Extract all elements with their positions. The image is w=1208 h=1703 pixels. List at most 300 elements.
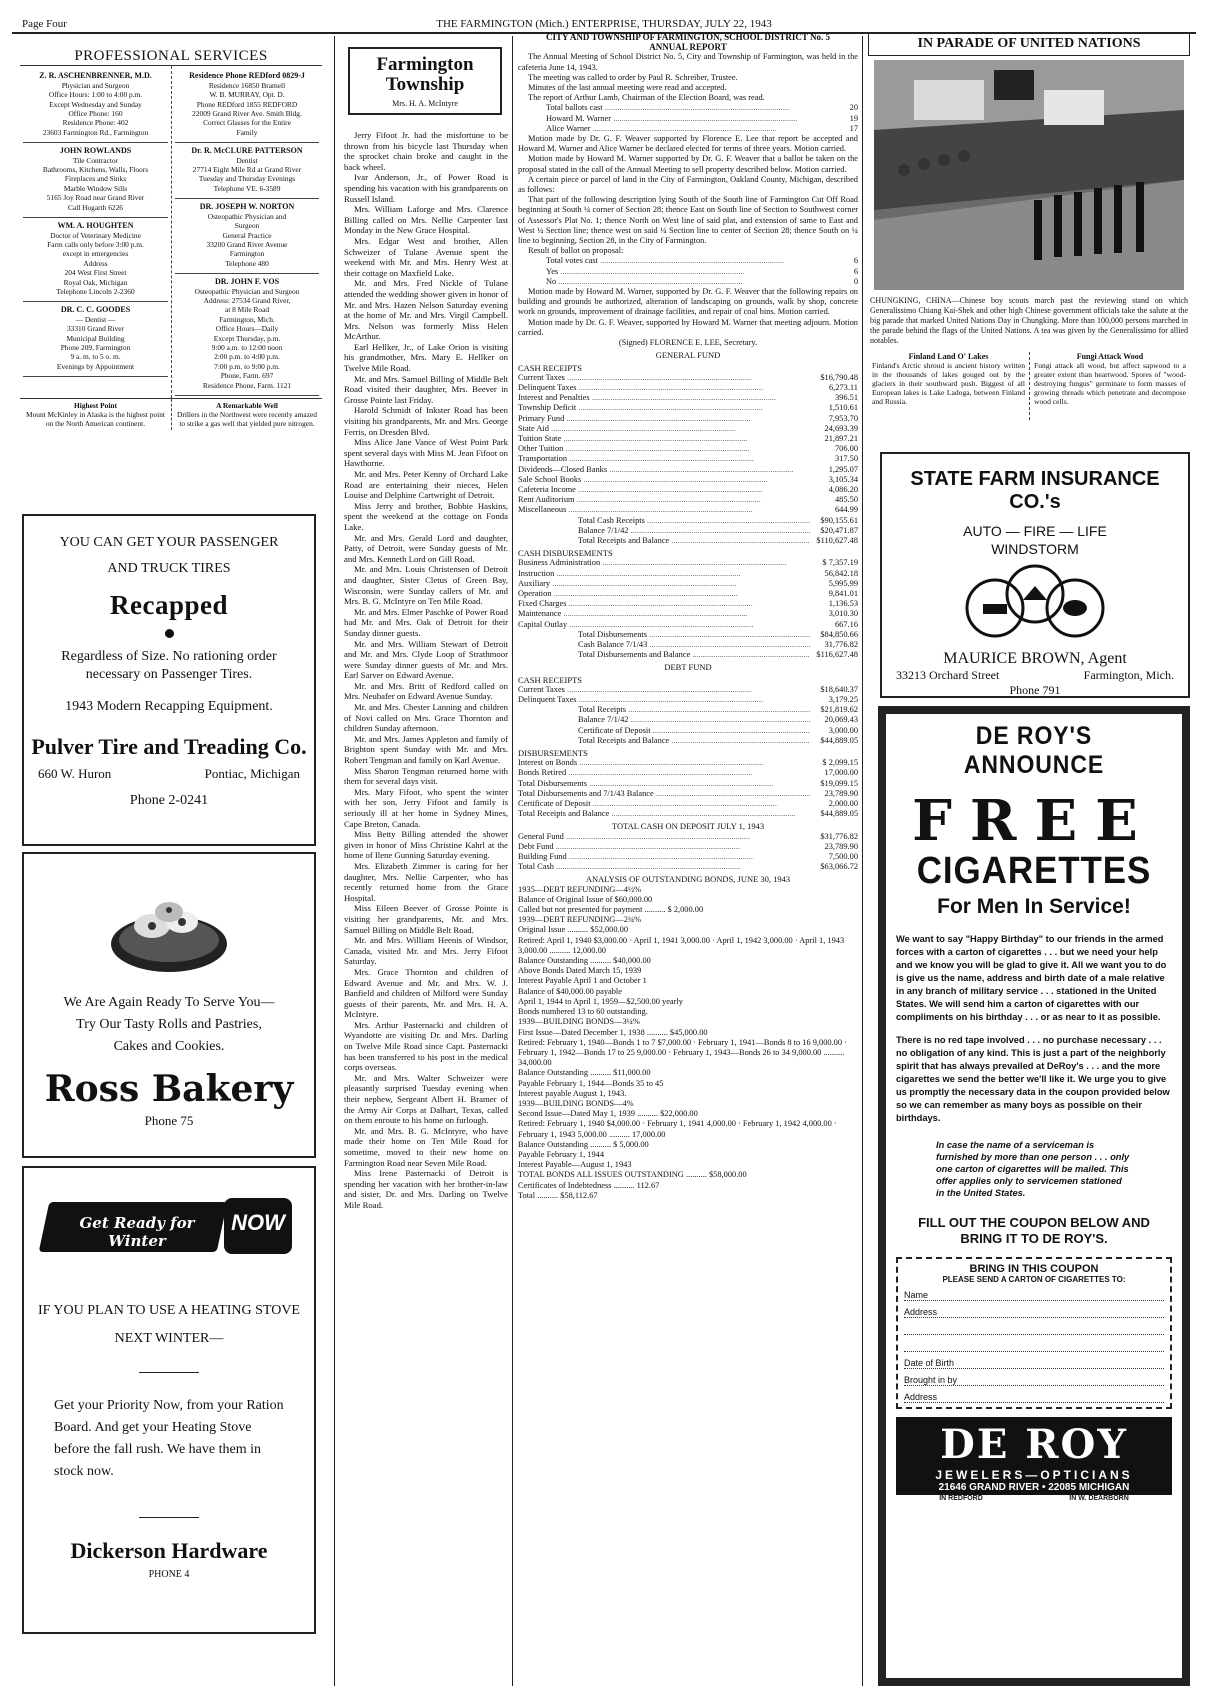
ledger-label: Rent Auditorium ..... [518, 495, 810, 505]
ledger-label: Maintenance ..... [518, 609, 810, 619]
card-line: 23603 Farmington Rd., Farmington [42, 127, 149, 137]
card-line: 9:00 a.m. to 12:00 noon [211, 342, 283, 352]
news-item: Mr. and Mrs. Britt of Redford called on Mrs. Neubafer on Edward Avenue Sunday. [344, 680, 508, 702]
news-item: Mrs. Arthur Pasternacki and children of Wyandotte are visiting Dr. and Mrs. Darling on Twelve Mile Road since Capt. Pasternacki has been transferred to his post in the medical corps overseas. [344, 1019, 508, 1073]
ledger-row [518, 832, 858, 842]
ledger-row [518, 640, 858, 650]
bond-line: April 1, 1944 to April 1, 1959—$2,500.00 yearly [518, 996, 683, 1006]
ledger-value: 20,069.43 [824, 715, 858, 725]
bonds-heading: ANALYSIS OF OUTSTANDING BONDS, JUNE 30, 1943 [585, 874, 791, 885]
bond-line: Interest payable August 1, 1943. [518, 1088, 627, 1098]
news-item: Mrs. Grace Thornton and children of Edward Avenue and Mr. and Mrs. W. J. Banfield and children of Milford were Sunday guests of their parents, Mr. and Mrs. H. A. McIntyre. [344, 966, 508, 1020]
ballot-results [518, 103, 858, 134]
professional-services [20, 48, 322, 492]
ledger-value: $20,471.87 [820, 525, 858, 535]
free-headline: FREE [912, 788, 1156, 854]
card-line: Residence 16850 Bramell [208, 80, 286, 90]
general-fund-heading: GENERAL FUND [655, 350, 721, 361]
ledger-value: $21,819.62 [820, 705, 858, 715]
bond-line: Retired: February 1, 1940 $4,000.00 · February 1, 1941 4,000.00 · February 1, 1942 4,000.00 · February 1, 1943 5,000.00 .......... 17,000.00 [518, 1119, 837, 1139]
coupon-field[interactable]: Date of Birth [904, 1352, 1164, 1369]
ledger-label: Transportation ..... [518, 454, 810, 464]
news-item: Mr. and Mrs. B. G. McIntyre, who have made their home on Ten Mile Road for sometime, moved to their new home on Farmington Road near Seven Mile Road. [344, 1125, 508, 1168]
bond-line: 1939—BUILDING BONDS—3¼% [518, 1017, 640, 1027]
coupon-field[interactable]: Address [904, 1386, 1164, 1403]
column-rule-2 [512, 36, 513, 1686]
professional-left-column [20, 66, 171, 398]
ledger-value: $63,066.72 [820, 862, 858, 872]
township-title: Farmington Township [376, 54, 474, 95]
cash-deposit-heading: TOTAL CASH ON DEPOSIT JULY 1, 1943 [611, 821, 765, 832]
ledger-value: 9,841.01 [828, 588, 858, 598]
ledger-value: 644.99 [834, 505, 858, 515]
ledger-row [518, 465, 858, 475]
card-line: at 8 Mile Road [224, 305, 270, 315]
ledger-row [518, 695, 858, 705]
bullet-icon [165, 629, 174, 638]
ledger-label: Current Taxes ..... [518, 373, 810, 383]
ledger-value: $ 7,357.19 [822, 558, 858, 568]
professional-card [23, 68, 168, 143]
men-in-service: For Men In Service! [937, 895, 1131, 918]
ledger-row [518, 256, 858, 266]
ledger-row [518, 434, 858, 444]
ledger-row [518, 414, 858, 424]
ledger-label: Total Disbursements ..... [518, 630, 810, 640]
ledger-label: Interest and Penalties ..... [518, 393, 810, 403]
ledger-row [518, 277, 858, 287]
ledger-row [518, 715, 858, 725]
disbursements-table [518, 558, 858, 629]
card-line: Telephone Lincoln 2-2360 [56, 286, 135, 296]
card-line: Office Phone: 160 [68, 109, 123, 119]
ledger-label: Delinquent Taxes ..... [518, 695, 810, 705]
ledger-value: $110,627.48 [816, 535, 858, 545]
state-farm-title: STATE FARM INSURANCE CO.'s [910, 468, 1160, 513]
bond-line: 1939—BUILDING BONDS—4% [518, 1098, 634, 1108]
ledger-label: Bonds Retired ..... [518, 768, 810, 778]
ledger-label: Total Disbursements ..... [518, 779, 810, 789]
card-line: Family [236, 127, 258, 137]
ledger-row [518, 862, 858, 872]
ledger-row [518, 768, 858, 778]
bond-line: Second Issue—Dated May 1, 1939 .......... $22,000.00 [518, 1109, 698, 1119]
ledger-value: 396.51 [834, 393, 858, 403]
card-line: 9 a. m. to 5 o. m. [70, 352, 121, 362]
card-line: Surgeon [234, 221, 260, 231]
bond-line: Balance of Original Issue of $60,000.00 [518, 894, 653, 904]
ledger-value: 20 [849, 103, 858, 113]
ledger-value: 23,789.90 [824, 788, 858, 798]
agent-name: MAURICE BROWN, Agent [943, 650, 1127, 667]
cash-deposit-table [518, 832, 858, 873]
news-item: Miss Jerry and brother, Bobbie Haskins, spent the weekend at the cottage on Fonda Lake. [344, 500, 508, 532]
ledger-label: Fixed Charges ..... [518, 599, 810, 609]
ledger-label: Total Cash Receipts ..... [518, 516, 810, 526]
professional-card [23, 302, 168, 377]
ledger-row [518, 609, 858, 619]
ledger-row [518, 475, 858, 485]
card-line: Office Hours: 1:00 to 4:00 p.m. [48, 90, 143, 100]
ledger-label: Current Taxes ..... [518, 685, 810, 695]
ledger-label: Dividends—Closed Banks ..... [518, 465, 810, 475]
ledger-row [518, 789, 858, 799]
ledger-value: $18,640.37 [820, 684, 858, 694]
receipts-table [518, 373, 858, 516]
card-line: W. B. MURRAY, Opt. D. [209, 90, 285, 100]
card-line: 33200 Grand River Avenue [206, 239, 288, 249]
ross-business-name: Ross Bakery [44, 1068, 294, 1110]
ledger-label: Cafeteria Income ..... [518, 485, 810, 495]
bond-line: Above Bonds Dated March 15, 1939 [518, 966, 642, 976]
card-line: Correct Glasses for the Entire [203, 118, 291, 128]
ledger-value: 0 [853, 276, 858, 286]
get-ready-banner: Get Ready for Winter NOW [44, 1198, 294, 1260]
ledger-row [518, 516, 858, 526]
bond-line: Bonds numbered 13 to 60 outstanding. [518, 1007, 648, 1017]
bond-line: Retired: April 1, 1940 $3,000.00 · April 1, 1941 3,000.00 · April 1, 1942 3,000.00 · April 1, 1943 3,000.00 .......... 12,000.00 [518, 935, 845, 955]
bond-line: First Issue—Dated December 1, 1938 .......... $45,000.00 [518, 1027, 708, 1037]
card-name: JOHN ROWLANDS [59, 146, 132, 156]
pulver-tire-ad: YOU CAN GET YOUR PASSENGER AND TRUCK TIRES Recapped Regardless of Size. No rationing order necessary on Passenger Tires. 1943 Modern Recapping Equipment. Pulver Tire and Treading Co. 660 W. Huron Pontiac, Michigan Phone 2-0241 [22, 514, 316, 846]
report-paragraph: The Annual Meeting of School District No. 5, City and Township of Farmington, was held in the cafeteria June 14, 1943. [518, 52, 858, 72]
report-paragraph: The meeting was called to order by Paul R. Schreiber, Trustee. [528, 72, 738, 82]
report-paragraph: Motion made by Howard M. Warner, supported by Dr. G. F. Weaver that the following repairs on building and grounds be authorized, alteration of landscaping on grounds, walk by shop, concrete work on grounds, improvement of drainage facilities, and repair of coal bins. Motion carried. [518, 287, 858, 317]
card-name: Dr. R. McCLURE PATTERSON [191, 146, 303, 156]
ledger-row [518, 124, 858, 134]
card-name: Z. R. ASCHENBRENNER, M.D. [39, 71, 152, 81]
ledger-label: Tuition State ..... [518, 434, 810, 444]
card-line: Osteopathic Physician and [207, 211, 287, 221]
news-item: Miss Eileen Beever of Grosse Pointe is visiting her grandparents, Mr. and Mrs. Samuel Billing on Middle Belt Road. [344, 903, 508, 935]
report-subtitle: ANNUAL REPORT [649, 42, 727, 53]
deroy-logo: DE ROY JEWELERS—OPTICIANS 21646 GRAND RIVER • 22085 MICHIGAN [896, 1417, 1172, 1495]
ledger-label: Total Receipts and Balance ..... [518, 736, 810, 746]
news-item: Miss Betty Billing attended the shower given in honor of Miss Christine Kahrl at the home of Ilene Gunning Saturday evening. [344, 829, 508, 861]
report-paragraph: Motion made by Dr. G. F. Weaver supported by Florence E. Lee that report be accepted and Howard M. Warner and Alice Warner be declared elected for terms of three years. Motion carried. [518, 134, 858, 154]
news-item: Mrs. Elizabeth Zimmer is caring for her daughter, Mrs. Nellie Carpenter, who has recently returned home from the Grace Hospital. [344, 860, 508, 903]
ledger-row [518, 114, 858, 124]
news-item: Ivar Anderson, Jr., of Power Road is spending his vacation with his grandparents on Russell Island. [344, 172, 508, 204]
news-item: Mr. and Mrs. Peter Kenny of Orchard Lake Road are entertaining their nieces, Helen Louise and Delphine Cartwright of Detroit. [344, 469, 508, 501]
newspaper-title: THE FARMINGTON (Mich.) ENTERPRISE, THURSDAY, JULY 22, 1943 [436, 18, 772, 30]
ledger-value: 3,105.34 [828, 474, 858, 484]
card-line: Phone 209, Farmington [60, 342, 131, 352]
debt-totals [518, 705, 858, 746]
ledger-row [518, 799, 858, 809]
card-line: 5165 Joy Road near Grand River [46, 193, 145, 203]
card-line: except in emergencies [62, 249, 129, 259]
ledger-row [518, 736, 858, 746]
state-farm-ad: STATE FARM INSURANCE CO.'s AUTO — FIRE — LIFE WINDSTORM MAURICE BROWN, Agent 33213 Orchard Street Farmington, Mich. Phone 791 [880, 452, 1190, 698]
ledger-value: 706.00 [834, 444, 858, 454]
coupon-field[interactable]: Name [904, 1284, 1164, 1301]
school-annual-report: CITY AND TOWNSHIP OF FARMINGTON, SCHOOL DISTRICT No. 5 ANNUAL REPORT The Annual Meeting of School District No. 5, City and Township of Farmington, was held in the cafeteria June 14, 1943. The meeting was called to order by Paul R. Schreiber, Trustee. Minutes of the last annual meeting were read and accepted. The report of Arthur Lamb, Chairman of the Election Board, was read. Total ballots cast ..... 20 Howard M. Warner ..... 19 Alice Warner ..... 17 Motion made by Dr. G. F. Weaver supported by Florence E. Lee that report be accepted and Howard M. Warner and Alice Warner be declared elected for terms of three years. Motion carried. Motion made by Howard M. Warner supported by Dr. G. F. Weaver that a ballot be taken on the proposal stated in the call of the Annual Meeting to sell property described below. Motion carried. A certain piece or parcel of land in the City of Farmington, Oakland County, Michigan, described as follows: That part of the following description lying South of the South line of Farmington Cut Off Road beginning at South ¼ corner of Section 28; thence East on South line of Section to Southwest corner of Assessor's Plat No. 1; thence North on West line of said plat, and extension of same to East and West ¼ Section line; thence west on said ¼ Section line to center of Section 28; thence South on ¼ line to beginning, Section 28, in the City of Farmington. Result of ballot on proposal: Total votes cast ..... 6 Yes ..... 6 No ..... 0 Motion made by Howard M. Warner, supported by Dr. G. F. Weaver that the following repairs on building and grounds be authorized, alteration of landscaping on grounds, walk by shop, concrete work on grounds, improvement of drainage facilities, and repair of coal bins. Motion carried. Motion made by Dr. G. F. Weaver, supported by Howard M. Warner that meeting adjourn. Motion carried. (Signed) FLORENCE E. LEE, Secretary. GENERAL FUND CASH RECEIPTS Current Taxes ..... $16,790.48 Delinquent Taxes ..... 6,273.11 Interest and Penalties ..... 396.51 Township Deficit ..... 1,510.61 Primary Fund ..... 7,953.70 State Aid ..... 24,693.39 Tuition State ..... 21,897.21 Other Tuition ..... 706.00 Transportation ..... 317.50 Dividends—Closed Banks ..... 1,295.07 Sale School Books ..... 3,105.34 Cafeteria Income ..... 4,086.20 Rent Auditorium ..... 485.50 Miscellaneous ..... 644.99 Total Cash Receipts ..... $90,155.61 Balance 7/1/42 ..... $20,471.87 Total Receipts and Balance ..... $110,627.48 CASH DISBURSEMENTS Business Administration ..... $ 7,357.19 Instruction ..... 56,842.18 Auxiliary ..... 5,995.99 Operation ..... 9,841.01 Fixed Charges ..... 1,136.53 Maintenance ..... 3,010.30 Capital Outlay ..... 667.16 Total Disbursements ..... $84,850.66 Cash Balance 7/1/43 ..... 31,776.82 Total Disbursements and Balance ..... $116,627.48 DEBT FUND CASH RECEIPTS Current Taxes ..... $18,640.37 Delinquent Taxes ..... 3,179.25 Total Receipts ..... $21,819.62 Balance 7/1/42 ..... 20,069.43 Certificate of Deposit ..... 3,000.00 Total Receipts and Balance ..... $44,889.05 DISBURSEMENTS Interest on Bonds ..... $ 2,099.15 Bonds Retired ..... 17,000.00 Total Disbursements ..... $19,099.15 Total Disbursements and 7/1/43 Balance ..... 23,789.90 Certificate of Deposit ..... 2,000.00 Total Receipts and Balance ..... $44,889.05 TOTAL CASH ON DEPOSIT JULY 1, 1943 General Fund ..... $31,776.82 Debt Fund ..... 23,789.90 Building Fund ..... 7,500.00 Total Cash ..... $63,066.72 ANALYSIS OF OUTSTANDING BONDS, JUNE 30, 1943 1935—DEBT REFUNDING—4½% Balance of Original Issue of $60,000.00 Called but not presented for payment .......... $ 2,000.00 1939—DEBT REFUNDING—2¾% Original Issue .......... $52,000.00 Retired: April 1, 1940 $3,000.00 · April 1, 1941 3,000.00 · April 1, 1942 3,000.00 · April 1, 1943 3,000.00 .......... 12,000.00 Balance Outstanding .......... $40,000.00 Above Bonds Dated March 15, 1939 Interest Payable April 1 and October 1 Balance of $40,000.00 payable April 1, 1944 to April 1, 1959—$2,500.00 yearly Bonds numbered 13 to 60 outstanding. 1939—BUILDING BONDS—3¼% First Issue—Dated December 1, 1938 .......... $45,000.00 Retired: February 1, 1940—Bonds 1 to 7 $7,000.00 · February 1, 1941—Bonds 8 to 16 9,000.00 · February 1, 1942—Bonds 17 to 25 9,000.00 · February 1, 1943—Bonds 26 to 34 9,000.00 .......... 34,000.00 Balance Outstanding .......... $11,000.00 Payable February 1, 1944—Bonds 35 to 45 Interest payable August 1, 1943. 1939—BUILDING BONDS—4% Second Issue—Dated May 1, 1939 .......... $22,000.00 Retired: February 1, 1940 $4,000.00 · February 1, 1941 4,000.00 · February 1, 1942 4,000.00 · February 1, 1943 5,000.00 .......... 17,000.00 Balance Outstanding .......... $ 5,000.00 Payable February 1, 1944 Interest Payable—August 1, 1943 TOTAL BONDS ALL ISSUES OUTSTANDING .......... $58,000.00 Certificates of Indebtedness .......... 112.67 Total .......... $58,112.67 [518, 32, 858, 1682]
ledger-value: 17,000.00 [824, 768, 858, 778]
parade-caption: CHUNGKING, CHINA—Chinese boy scouts march past the reviewing stand on which Generalissimo Chiang Kai-Shek and other high Chinese government officials take the salute at the big parade that marked United Nations Day in Chungking. More than 100,000 persons marched in the parade behind the flags of the United Nations. A tea was given by the Generalissimo for allied notables. [870, 296, 1188, 345]
ross-bakery-ad: We Are Again Ready To Serve You— Try Our Tasty Rolls and Pastries, Cakes and Cookies. Ross Bakery Phone 75 [22, 852, 316, 1158]
ledger-row [518, 485, 858, 495]
report-paragraph: Motion made by Howard M. Warner supported by Dr. G. F. Weaver that a ballot be taken on the proposal stated in the call of the Annual Meeting to sell property described below. Motion carried. [518, 154, 858, 174]
card-name: DR. JOSEPH W. NORTON [199, 202, 295, 212]
bond-line: Certificates of Indebtedness .......... 112.67 [518, 1180, 660, 1190]
news-item: Mrs. Mary Fifoot, who spent the winter with her son, Jerry Fifoot and family is seriously ill at her home in Sydney Mines, Cape Breton, Canada. [344, 786, 508, 829]
news-item: Mr. and Mrs. William Stewart of Detroit and Mr. and Mrs. Clyde Loop of Strathmoor were Sunday dinner guests of Mr. and Mrs. Earl Sarver on Edward Avenue. [344, 638, 508, 681]
receipt-totals [518, 516, 858, 547]
card-line: 204 West First Street [64, 268, 127, 278]
ledger-value: 17 [849, 123, 858, 133]
ledger-label: Debt Fund ..... [518, 842, 810, 852]
page-number: Page Four [22, 18, 67, 30]
ledger-label: Other Tuition ..... [518, 444, 810, 454]
ledger-value: 3,010.30 [828, 609, 858, 619]
ledger-row [518, 809, 858, 819]
ledger-value: 1,510.61 [828, 403, 858, 413]
news-item: Miss Irene Pasternacki of Detroit is spending her vacation with her brother-in-law and sister, Dr. and Mrs. Darling on Twelve Mile Road. [344, 1168, 508, 1210]
bond-line: 1939—DEBT REFUNDING—2¾% [518, 915, 642, 925]
divider [139, 1517, 199, 1518]
ledger-label: Interest on Bonds ..... [518, 758, 810, 768]
ledger-label: Building Fund ..... [518, 852, 810, 862]
card-line: Marble Window Sills [63, 183, 128, 193]
deroy-announce: DE ROY'S ANNOUNCE [963, 722, 1105, 779]
card-name: Residence Phone REDford 0829-J [189, 71, 305, 81]
ledger-row [518, 424, 858, 434]
report-paragraph: Minutes of the last annual meeting were read and accepted. [528, 83, 727, 93]
cigarettes-headline: CIGARETTES [916, 850, 1152, 892]
professional-heading: PROFESSIONAL SERVICES [74, 48, 268, 64]
ledger-value: $31,776.82 [820, 831, 858, 841]
ledger-label: Balance 7/1/42 ..... [518, 526, 810, 536]
pastry-plate-icon [104, 874, 234, 984]
ledger-value: $19,099.15 [820, 778, 858, 788]
ledger-label: Total votes cast ..... [518, 256, 810, 266]
news-item: Mr. and Mrs. Gerald Lord and daughter, Patty, of Detroit, were Sunday guests of Mr. and Mrs. Kenneth Lord on Gill Road. [344, 532, 508, 564]
report-motions [518, 134, 858, 256]
ledger-row [518, 536, 858, 546]
ledger-row [518, 383, 858, 393]
news-item: Mr. and Mrs. Walter Schweizer were pleasantly surprised Tuesday evening when their nephew, Sergeant Albert H. Bramer of the Army Air Corps at Dalhart, Texas, called on them enroute to his home on furlough. [344, 1072, 508, 1126]
coupon-field[interactable]: Brought in by [904, 1369, 1164, 1386]
ledger-value: 3,179.25 [828, 695, 858, 704]
card-line: Evenings by Appointment [56, 361, 135, 371]
ledger-label: Alice Warner ..... [518, 124, 810, 134]
news-item: Mr. and Mrs. Chester Lanning and children of Novi called on Mrs. Grace Thornton and children Sunday afternoon. [344, 702, 508, 734]
ledger-value: 1,136.53 [828, 599, 858, 609]
ledger-label: Miscellaneous ..... [518, 505, 810, 515]
dickerson-business-name: Dickerson Hardware [70, 1538, 268, 1563]
ledger-row [518, 526, 858, 536]
card-name: DR. C. C. GOODES [60, 305, 131, 315]
ledger-row [518, 685, 858, 695]
ledger-value: 31,776.82 [824, 639, 858, 649]
coupon: BRING IN THIS COUPON PLEASE SEND A CARTON OF CIGARETTES TO: Name Address Date of Birth Brought in by Address [896, 1257, 1172, 1409]
ledger-label: Auxiliary ..... [518, 579, 810, 589]
township-header [348, 47, 502, 115]
ledger-label: Total Receipts and Balance ..... [518, 536, 810, 546]
bond-line: Balance of $40,000.00 payable [518, 986, 622, 996]
coupon-field[interactable] [904, 1318, 1164, 1335]
ledger-value: $90,155.61 [820, 515, 858, 525]
ledger-row [518, 393, 858, 403]
parade-photo [874, 60, 1184, 290]
news-item: Jerry Fifoot Jr. had the misfortune to be thrown from his bicycle last Thursday when the sprocket chain broke and caught in the back wheel. [344, 130, 508, 172]
ledger-row [518, 403, 858, 413]
card-line: Phone REDford 1855 REDFORD [196, 99, 298, 109]
bond-line: Original Issue .......... $52,000.00 [518, 925, 629, 935]
column-rule-3 [862, 36, 863, 1686]
ledger-row [518, 726, 858, 736]
report-paragraph: A certain piece or parcel of land in the City of Farmington, Oakland County, Michigan, described as follows: [518, 174, 858, 195]
ledger-label: Total Receipts and Balance ..... [518, 809, 810, 819]
bonds-analysis [518, 885, 858, 1201]
fillers [868, 352, 1190, 420]
professional-card [23, 218, 168, 302]
news-item: Mr. and Mrs. Samuel Billing of Middle Belt Road visited their daughter, Mrs. Beever in Grosse Pointe last Friday. [344, 373, 508, 405]
ledger-value: 6,273.11 [828, 382, 858, 392]
ledger-label: Sale School Books ..... [518, 475, 810, 485]
coupon-field[interactable]: Address [904, 1301, 1164, 1318]
professional-card [175, 274, 319, 396]
deroy-ad: DE ROY'S ANNOUNCE FREE CIGARETTES For Men In Service! We want to say "Happy Birthday" to our friends in the armed forces with a carton of cigarettes . . . but we need your help and we know you will be glad to give it. All we want you to do is give us the name, address and birth date of a male relative in any branch of military service . . . stationed in the United States. We will send him a carton of cigarettes with our compliments on his birthday . . . or as near to it as possible. There is no red tape involved . . . no purchase necessary . . . no obligation of any kind. This is just a part of the neighborly spirit that has always prevailed at DeRoy's . . . and the more cigarettes we send the better we'll like it. We urge you to give us promptly the necessary data in the coupon provided below so we can remember as many boys as possible on their birthdays. In case the name of a serviceman is furnished by more than one person . . . only one carton of cigarettes will be mailed. This offer applies only to servicemen stationed in the United States. FILL OUT THE COUPON BELOW AND BRING IT TO DE ROY'S. BRING IN THIS COUPON PLEASE SEND A CARTON OF CIGARETTES TO: Name Address Date of Birth Brought in by Address DE ROY JEWELERS—OPTICIANS 21646 GRAND RIVER • 22085 MICHIGAN IN REDFORD IN W. DEARBORN [878, 706, 1190, 1686]
card-line: Office Hours—Daily [215, 324, 279, 334]
ledger-row [518, 758, 858, 768]
ledger-label: Total Receipts ..... [518, 705, 810, 715]
ledger-value: 667.16 [834, 619, 858, 629]
ledger-value: $44,889.05 [820, 735, 858, 745]
news-item: Harold Schmidt of Inkster Road has been visiting his grandparents, Mr. and Mrs. George Ferris, on Dresden Blvd. [344, 405, 508, 437]
parade-heading: IN PARADE OF UNITED NATIONS [868, 32, 1190, 56]
ledger-value: 1,295.07 [828, 464, 858, 474]
debt-disbursements [518, 758, 858, 819]
township-news [344, 130, 508, 1670]
card-line: Farmington [229, 249, 265, 259]
ledger-row [518, 620, 858, 630]
ledger-label: General Fund ..... [518, 832, 810, 842]
card-line: Farm calls only before 3:00 p.m. [47, 239, 144, 249]
ledger-label: Township Deficit ..... [518, 403, 810, 413]
professional-card [23, 143, 168, 218]
ledger-value: $44,889.05 [820, 809, 858, 819]
ledger-label: Capital Outlay ..... [518, 620, 810, 630]
report-motions-2 [518, 287, 858, 338]
card-line: Doctor of Veterinary Medicine [50, 230, 141, 240]
news-item: Mrs. William Laforge and Mrs. Clarence Billing called on Mrs. Nellie Carpenter last Monday in the New Grace Hospital. [344, 204, 508, 236]
ledger-row [518, 650, 858, 660]
ledger-label: Total ballots cast ..... [518, 103, 810, 113]
card-line: Municipal Building [66, 333, 125, 343]
card-line: — Dentist — [75, 314, 116, 324]
ledger-value: 7,500.00 [828, 852, 858, 862]
ledger-value: 317.50 [834, 454, 858, 464]
bond-line: TOTAL BONDS ALL ISSUES OUTSTANDING .......... $58,000.00 [518, 1170, 747, 1180]
card-line: Residence Phone: 402 [62, 118, 129, 128]
news-item: Miss Alice Jane Vance of West Point Park spent several days with Miss M. Jean Fifoot on Hawthorne. [344, 437, 508, 469]
ledger-value: 2,000.00 [828, 799, 858, 809]
card-line: General Practice [222, 230, 272, 240]
ledger-row [518, 373, 858, 383]
bond-line: Payable February 1, 1944 [518, 1149, 605, 1159]
ledger-row [518, 558, 858, 568]
bond-line: Called but not presented for payment .......... $ 2,000.00 [518, 905, 704, 915]
report-paragraph: The report of Arthur Lamb, Chairman of the Election Board, was read. [528, 93, 765, 103]
news-item: Mr. and Mrs. James Appleton and family of Brighton spent Sunday with Mr. and Mrs. Robert Tengman and family on Karl Avenue. [344, 733, 508, 766]
card-line: Tuesday and Thursday Evenings [198, 174, 296, 184]
brief-finland: Finland Land O' Lakes Finland's Arctic shroud is ancient history written in the thousands of lakes gouged out by the glaciers in their southward push. Biggest of all European lakes is Lake Ladoga, between Finland and Russia. [872, 352, 1025, 406]
bond-line: Retired: February 1, 1940—Bonds 1 to 7 $7,000.00 · February 1, 1941—Bonds 8 to 16 9,000.00 · February 1, 1942—Bonds 17 to 25 9,000.00 · February 1, 1943—Bonds 26 to 34 9,000.00 .......... 34,000.00 [518, 1037, 847, 1068]
ledger-row [518, 630, 858, 640]
ledger-label: Total Cash ..... [518, 862, 810, 872]
fill-coupon-instruction: FILL OUT THE COUPON BELOW AND BRING IT TO DE ROY'S. [918, 1215, 1150, 1246]
bond-line: Payable February 1, 1944—Bonds 35 to 45 [518, 1078, 664, 1088]
report-signature: (Signed) FLORENCE E. LEE, Secretary. [618, 338, 758, 348]
bond-line: Balance Outstanding .......... $ 5,000.00 [518, 1139, 649, 1149]
ledger-value: 56,842.18 [824, 568, 858, 578]
ledger-label: Delinquent Taxes ..... [518, 383, 810, 393]
ledger-label: Total Disbursements and Balance ..... [518, 650, 810, 660]
card-line: Royal Oak, Michigan [63, 277, 128, 287]
news-item: Mrs. Edgar West and brother, Allen Schweizer of Tulane Avenue spent the weekend with Mr. and Mrs. Henry West at their cottage on Maxfield Lake. [344, 235, 508, 278]
ledger-row [518, 103, 858, 113]
professional-right-column [171, 66, 322, 398]
ledger-value: 6 [853, 266, 858, 276]
ledger-label: Balance 7/1/42 ..... [518, 715, 810, 725]
township-author: Mrs. H. A. McIntyre [392, 99, 458, 108]
dickerson-hardware-ad: Get Ready for Winter NOW IF YOU PLAN TO USE A HEATING STOVE NEXT WINTER— Get your Priority Now, from your Ration Board. And get your Heating Stove before the fall rush. We have them in stock now. Dickerson Hardware PHONE 4 [22, 1166, 316, 1634]
ledger-label: Total Disbursements and 7/1/43 Balance ..... [518, 789, 810, 799]
card-line: Phone, Farm. 697 [220, 371, 274, 381]
ledger-value: $16,790.48 [820, 372, 858, 382]
card-line: 33310 Grand River [66, 324, 125, 334]
card-line: 27714 Eight Mile Rd at Grand River [192, 165, 302, 175]
news-item: Miss Sharon Tengman returned home with them for several days visit. [344, 765, 508, 787]
card-name: WM. A. HOUGHTEN [57, 221, 134, 231]
card-line: Farmington, Mich. [219, 314, 275, 324]
card-name: DR. JOHN F. VOS [214, 277, 280, 287]
ledger-label: Cash Balance 7/1/43 ..... [518, 640, 810, 650]
ledger-value: 6 [853, 256, 858, 266]
professional-card [175, 199, 319, 274]
ledger-row [518, 589, 858, 599]
card-line: Tile Contractor [72, 155, 119, 165]
coupon-field[interactable] [904, 1335, 1164, 1352]
ledger-value: $ 2,099.15 [822, 758, 858, 768]
ledger-row [518, 569, 858, 579]
bond-line: Balance Outstanding .......... $11,000.00 [518, 1068, 651, 1078]
brief-remarkable-well: A Remarkable Well Drillers in the Northwest were recently amazed to strike a gas well that yielded pure nitrogen. [171, 399, 322, 430]
ledger-row [518, 779, 858, 789]
news-item: Mr. and Mrs. Elmer Paschke of Power Road had Mr. and Mrs. Oak of Detroit for their Sunday dinner guests. [344, 606, 508, 638]
recapped-headline: Recapped [110, 590, 228, 620]
ledger-label: Business Administration ..... [518, 558, 810, 568]
card-line: 2:00 p.m. to 4:00 p.m. [214, 352, 280, 362]
card-line: Dentist [236, 155, 258, 165]
ledger-value: 485.50 [834, 495, 858, 505]
report-paragraph: Result of ballot on proposal: [528, 246, 624, 256]
state-farm-logo-icon [955, 564, 1115, 644]
ledger-value: 24,693.39 [824, 423, 858, 433]
column-rule-1 [334, 36, 335, 1686]
ledger-label: State Aid ..... [518, 424, 810, 434]
ledger-value: 19 [849, 113, 858, 123]
news-item: Mr. and Mrs. William Heenis of Windsor, Canada, visited Mr. and Mrs. Jerry Fifoot Saturday. [344, 935, 508, 967]
ledger-label: Primary Fund ..... [518, 414, 810, 424]
professional-card [175, 68, 319, 143]
ledger-row [518, 579, 858, 589]
card-line: 22009 Grand River Ave. Smith Bldg. [192, 109, 302, 119]
card-line: 7:00 p.m. to 9:00 p.m. [214, 361, 280, 371]
report-intro [518, 52, 858, 103]
